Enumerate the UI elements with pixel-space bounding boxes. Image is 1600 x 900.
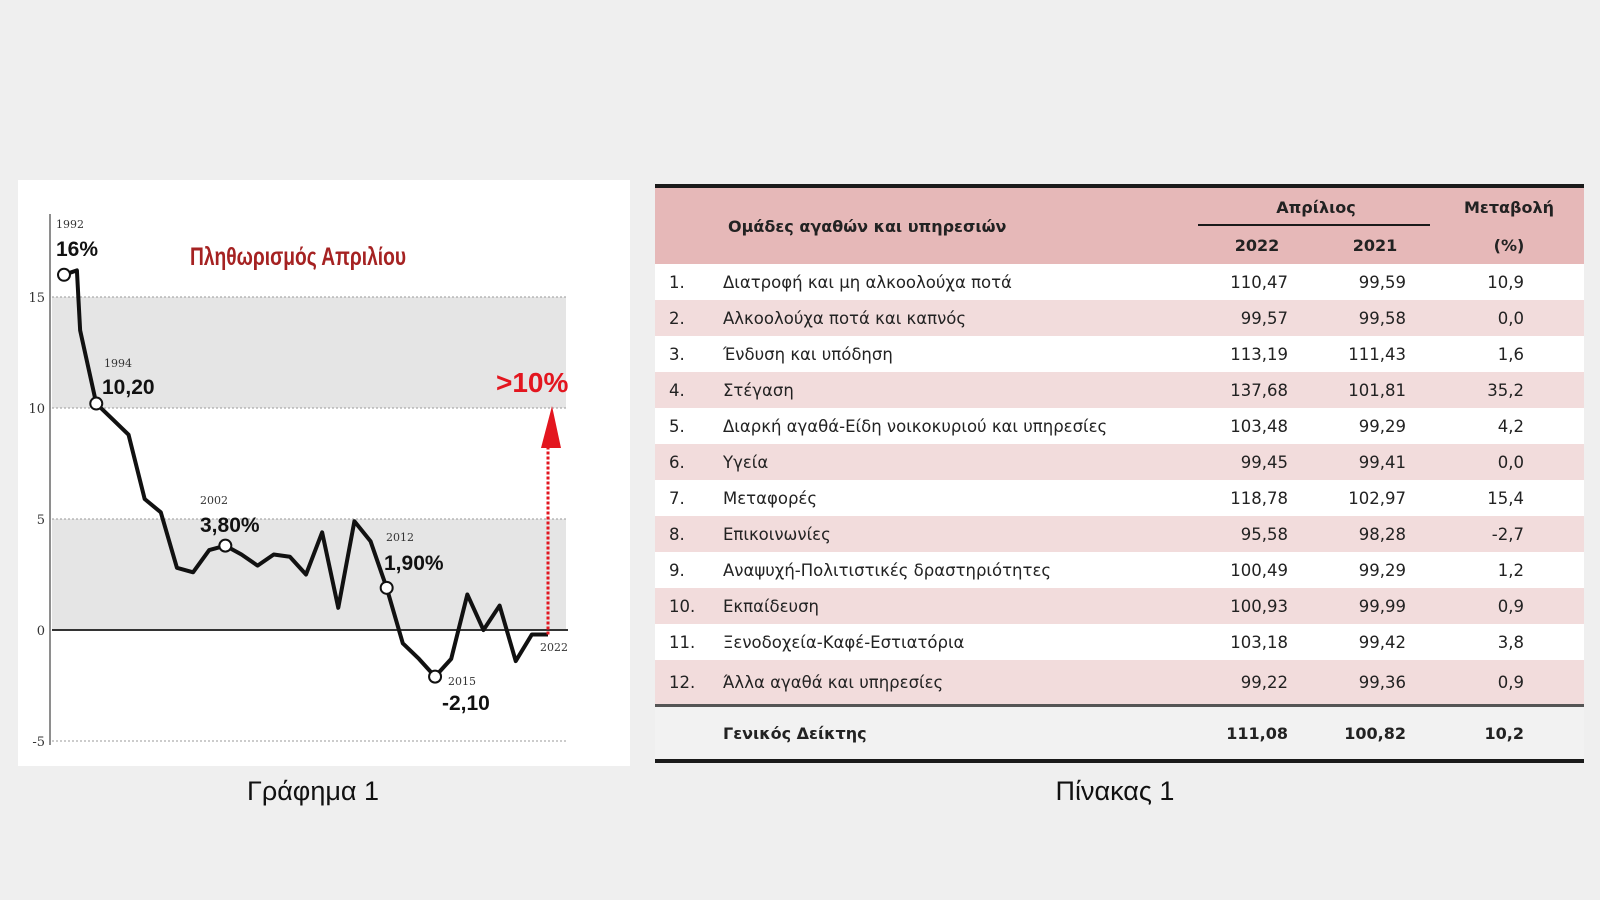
row-value-2022: 100,93 <box>1230 596 1288 616</box>
table-row <box>655 552 1584 588</box>
row-change: 0,0 <box>1497 308 1524 328</box>
table-row <box>655 408 1584 444</box>
header-change-unit: (%) <box>1493 235 1525 255</box>
row-name: Μεταφορές <box>723 488 818 508</box>
row-name: Ένδυση και υπόδηση <box>723 344 893 364</box>
row-number: 3. <box>669 344 685 364</box>
header-month-label: Απρίλιος <box>1276 197 1356 217</box>
row-number: 7. <box>669 488 685 508</box>
data-point-marker <box>219 540 231 552</box>
chart-title: Πληθωρισμός Απριλίου <box>190 243 406 271</box>
table-row <box>655 300 1584 336</box>
row-value-2021: 101,81 <box>1348 380 1406 400</box>
row-number: 9. <box>669 560 685 580</box>
row-change: 10,9 <box>1487 272 1524 292</box>
inflation-line-chart <box>18 180 630 766</box>
projection-arrow-head <box>541 406 561 448</box>
row-change: 15,4 <box>1487 488 1524 508</box>
year-label: 2015 <box>448 675 476 688</box>
value-label: 16% <box>56 238 99 261</box>
row-value-2022: 110,47 <box>1230 272 1288 292</box>
row-value-2021: 98,28 <box>1358 524 1406 544</box>
row-value-2021: 102,97 <box>1348 488 1406 508</box>
row-change: 1,2 <box>1497 560 1524 580</box>
row-value-2022: 100,49 <box>1230 560 1288 580</box>
row-value-2022: 103,18 <box>1230 632 1288 652</box>
y-tick-label: 10 <box>28 402 45 417</box>
row-value-2021: 99,42 <box>1358 632 1406 652</box>
row-name: Επικοινωνίες <box>723 524 831 544</box>
row-value-2021: 99,36 <box>1358 672 1406 692</box>
total-row <box>655 706 1584 762</box>
row-value-2021: 99,58 <box>1358 308 1406 328</box>
row-value-2022: 137,68 <box>1230 380 1288 400</box>
cpi-table-panel <box>655 184 1584 763</box>
row-number: 4. <box>669 380 685 400</box>
total-2022: 111,08 <box>1198 706 1316 762</box>
row-name: Άλλα αγαθά και υπηρεσίες <box>723 672 944 692</box>
row-value-2022: 103,48 <box>1230 416 1288 436</box>
row-change: 0,9 <box>1497 672 1524 692</box>
row-value-2022: 113,19 <box>1230 344 1288 364</box>
header-year-2021: 2021 <box>1352 235 1398 255</box>
value-label: 3,80% <box>200 514 260 537</box>
value-label: 10,20 <box>102 376 155 399</box>
row-number: 1. <box>669 272 685 292</box>
row-number: 8. <box>669 524 685 544</box>
data-point-marker <box>381 582 393 594</box>
data-point-marker <box>58 269 70 281</box>
table-row <box>655 444 1584 480</box>
row-value-2021: 99,99 <box>1358 596 1406 616</box>
row-value-2022: 99,45 <box>1240 452 1288 472</box>
cpi-table <box>655 188 1584 763</box>
chart-caption: Γράφημα 1 <box>246 776 380 806</box>
year-label: 2002 <box>200 494 228 507</box>
row-value-2021: 99,29 <box>1358 560 1406 580</box>
row-change: 35,2 <box>1487 380 1524 400</box>
value-label: 1,90% <box>384 552 444 575</box>
year-label: 2022 <box>540 641 568 654</box>
row-value-2022: 99,22 <box>1240 672 1288 692</box>
row-name: Διατροφή και μη αλκοολούχα ποτά <box>723 272 1012 292</box>
y-tick-label: -5 <box>32 735 45 750</box>
table-row <box>655 660 1584 706</box>
row-value-2022: 99,57 <box>1240 308 1288 328</box>
year-label: 1992 <box>56 218 84 231</box>
row-number: 12. <box>669 672 696 692</box>
table-row <box>655 264 1584 300</box>
row-name: Εκπαίδευση <box>723 596 820 616</box>
year-label: 1994 <box>104 357 132 370</box>
year-label: 2012 <box>386 531 414 544</box>
header-groups: Ομάδες αγαθών και υπηρεσιών <box>728 216 1007 236</box>
band-0-5 <box>52 519 566 630</box>
row-name: Ξενοδοχεία-Καφέ-Εστιατόρια <box>723 632 965 652</box>
row-value-2021: 99,59 <box>1358 272 1406 292</box>
row-value-2022: 118,78 <box>1230 488 1288 508</box>
row-value-2021: 111,43 <box>1348 344 1406 364</box>
row-name: Αλκοολούχα ποτά και καπνός <box>723 308 967 328</box>
row-name: Υγεία <box>723 452 769 472</box>
row-change: 4,2 <box>1497 416 1524 436</box>
row-name: Διαρκή αγαθά-Είδη νοικοκυριού και υπηρεσίες <box>723 416 1108 436</box>
row-change: 1,6 <box>1497 344 1524 364</box>
row-change: -2,7 <box>1491 524 1524 544</box>
table-row <box>655 372 1584 408</box>
total-label: Γενικός Δείκτης <box>713 706 1198 762</box>
data-point-marker <box>429 671 441 683</box>
row-number: 2. <box>669 308 685 328</box>
row-number: 5. <box>669 416 685 436</box>
total-2021: 100,82 <box>1316 706 1434 762</box>
row-number: 10. <box>669 596 696 616</box>
header-year-2022: 2022 <box>1234 235 1280 255</box>
row-value-2021: 99,29 <box>1358 416 1406 436</box>
row-change: 0,0 <box>1497 452 1524 472</box>
row-change: 3,8 <box>1497 632 1524 652</box>
table-row <box>655 336 1584 372</box>
table-row <box>655 480 1584 516</box>
inflation-chart-panel <box>18 180 630 766</box>
row-name: Αναψυχή-Πολιτιστικές δραστηριότητες <box>723 560 1052 580</box>
total-change: 10,2 <box>1434 706 1584 762</box>
row-number: 11. <box>669 632 696 652</box>
row-change: 0,9 <box>1497 596 1524 616</box>
row-number: 6. <box>669 452 685 472</box>
table-row <box>655 588 1584 624</box>
target-value-label: >10% <box>496 367 569 398</box>
table-row <box>655 624 1584 660</box>
table-row <box>655 516 1584 552</box>
row-name: Στέγαση <box>723 380 794 400</box>
data-point-marker <box>90 398 102 410</box>
y-tick-label: 15 <box>28 291 45 306</box>
row-value-2021: 99,41 <box>1358 452 1406 472</box>
row-value-2022: 95,58 <box>1240 524 1288 544</box>
table-caption: Πίνακας 1 <box>1055 776 1175 806</box>
header-month <box>1198 188 1434 226</box>
y-tick-label: 0 <box>36 624 45 639</box>
header-change: Μεταβολή <box>1464 197 1554 217</box>
value-label: -2,10 <box>442 692 490 715</box>
y-tick-label: 5 <box>36 513 45 528</box>
